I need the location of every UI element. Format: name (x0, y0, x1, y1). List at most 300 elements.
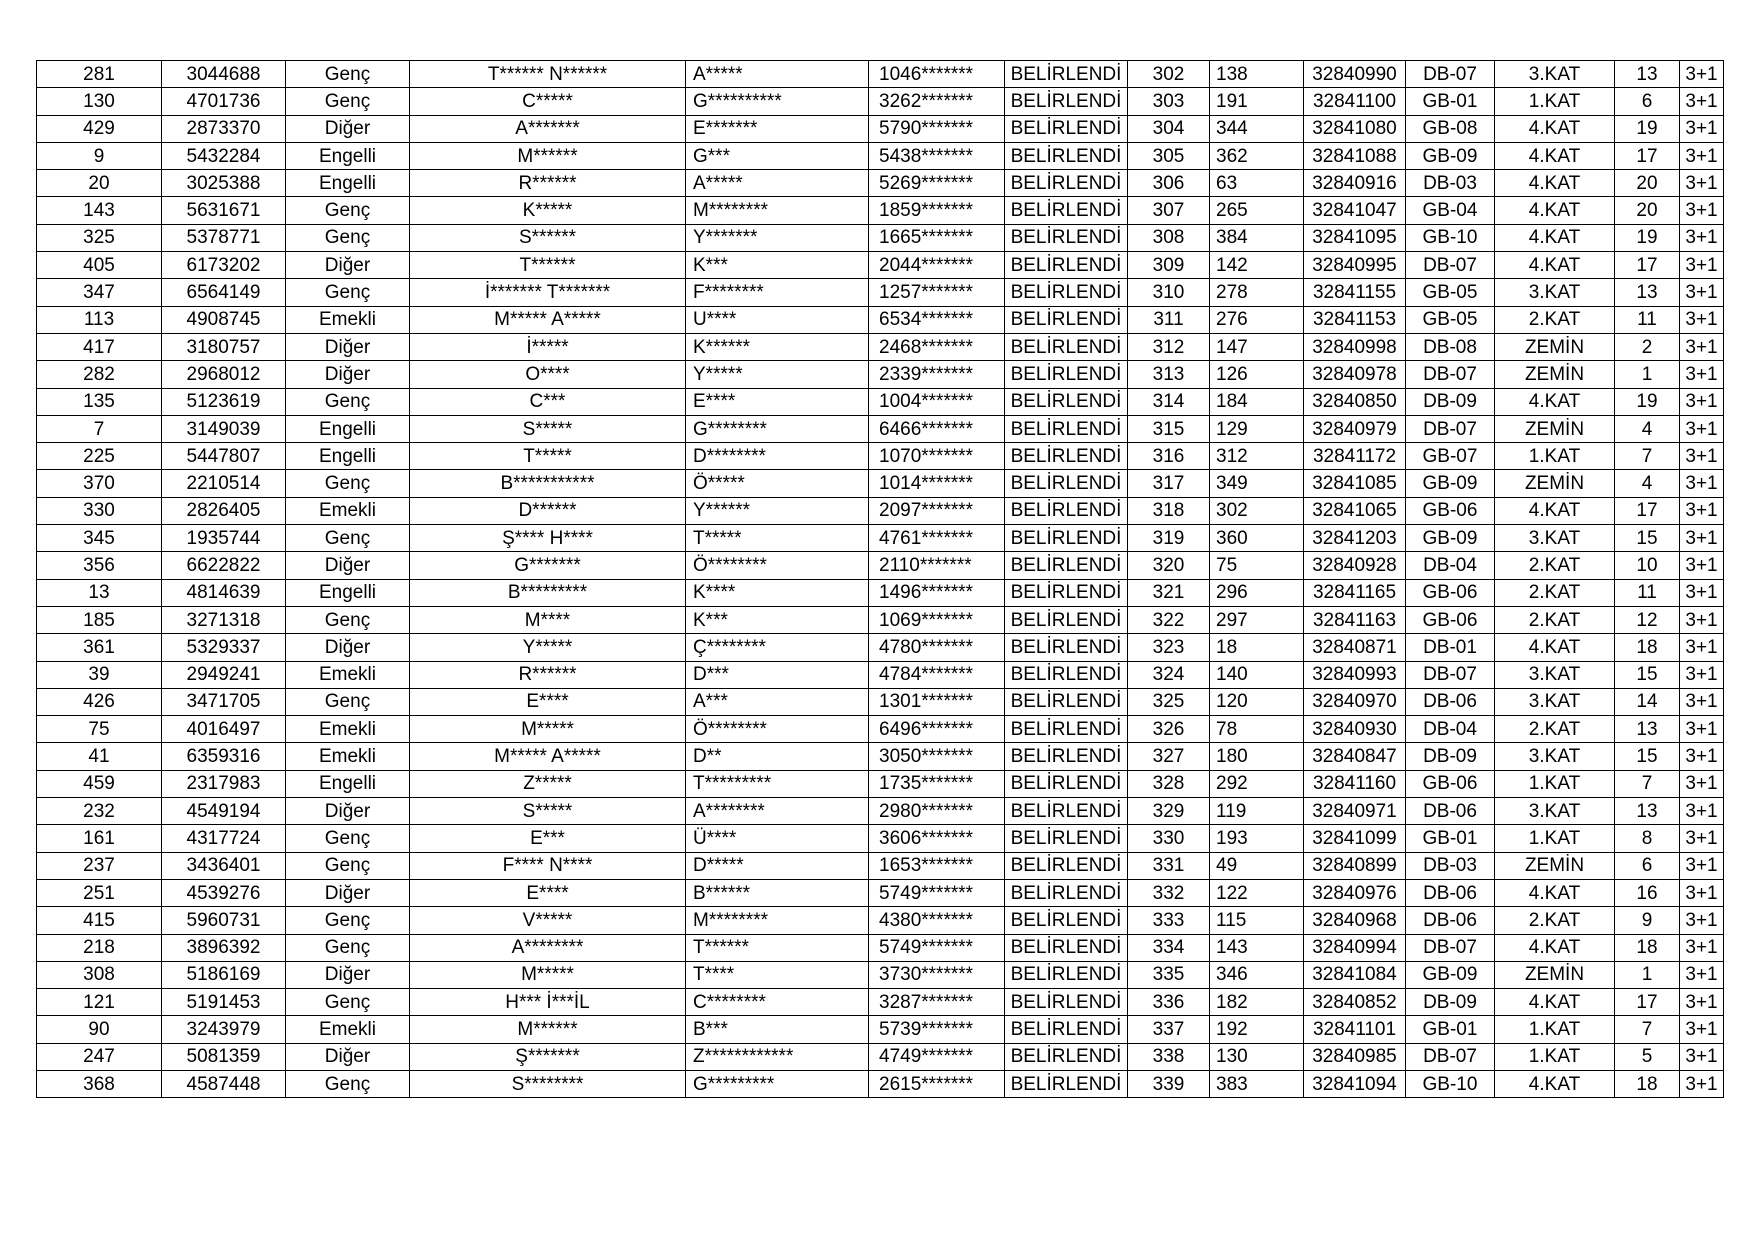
status-cell: BELİRLENDİ (1005, 197, 1128, 224)
property-number-cell: 32841084 (1304, 961, 1406, 988)
row-number-cell: 251 (37, 879, 162, 906)
unit-number-cell: 130 (1210, 1043, 1304, 1070)
application-number-cell: 5631671 (162, 197, 286, 224)
row-number-cell: 7 (37, 415, 162, 442)
floor-cell: ZEMİN (1495, 333, 1615, 360)
id-number-cell: 1069******* (869, 606, 1005, 633)
unit-number-cell: 182 (1210, 989, 1304, 1016)
room-type-cell: 3+1 (1680, 61, 1724, 88)
room-type-cell: 3+1 (1680, 1016, 1724, 1043)
draw-order-cell: 327 (1128, 743, 1210, 770)
property-number-cell: 32840971 (1304, 798, 1406, 825)
apartment-number-cell: 7 (1615, 1016, 1680, 1043)
property-number-cell: 32841163 (1304, 606, 1406, 633)
block-cell: GB-05 (1406, 306, 1495, 333)
room-type-cell: 3+1 (1680, 606, 1724, 633)
block-cell: DB-03 (1406, 170, 1495, 197)
application-number-cell: 4814639 (162, 579, 286, 606)
table-row (37, 388, 1724, 415)
apartment-number-cell: 17 (1615, 989, 1680, 1016)
floor-cell: ZEMİN (1495, 470, 1615, 497)
last-name-cell: Z************ (686, 1043, 869, 1070)
room-type-cell: 3+1 (1680, 852, 1724, 879)
block-cell: GB-06 (1406, 770, 1495, 797)
id-number-cell: 4780******* (869, 634, 1005, 661)
status-cell: BELİRLENDİ (1005, 852, 1128, 879)
unit-number-cell: 115 (1210, 907, 1304, 934)
table-row (37, 61, 1724, 88)
table-row (37, 361, 1724, 388)
room-type-cell: 3+1 (1680, 333, 1724, 360)
category-cell: Emekli (286, 716, 410, 743)
id-number-cell: 2339******* (869, 361, 1005, 388)
application-number-cell: 4016497 (162, 716, 286, 743)
table-row (37, 688, 1724, 715)
first-name-cell: C***** (410, 88, 686, 115)
last-name-cell: Ö******** (686, 716, 869, 743)
apartment-number-cell: 4 (1615, 415, 1680, 442)
last-name-cell: A***** (686, 61, 869, 88)
category-cell: Genç (286, 907, 410, 934)
category-cell: Engelli (286, 579, 410, 606)
application-number-cell: 5960731 (162, 907, 286, 934)
property-number-cell: 32840930 (1304, 716, 1406, 743)
row-number-cell: 130 (37, 88, 162, 115)
room-type-cell: 3+1 (1680, 634, 1724, 661)
floor-cell: 2.KAT (1495, 716, 1615, 743)
row-number-cell: 75 (37, 716, 162, 743)
block-cell: DB-07 (1406, 252, 1495, 279)
first-name-cell: M**** (410, 606, 686, 633)
application-number-cell: 5329337 (162, 634, 286, 661)
status-cell: BELİRLENDİ (1005, 1043, 1128, 1070)
room-type-cell: 3+1 (1680, 989, 1724, 1016)
category-cell: Genç (286, 688, 410, 715)
first-name-cell: O**** (410, 361, 686, 388)
status-cell: BELİRLENDİ (1005, 579, 1128, 606)
last-name-cell: G********* (686, 1070, 869, 1097)
floor-cell: 4.KAT (1495, 197, 1615, 224)
property-number-cell: 32841065 (1304, 497, 1406, 524)
apartment-number-cell: 14 (1615, 688, 1680, 715)
last-name-cell: Ö******** (686, 552, 869, 579)
block-cell: DB-07 (1406, 361, 1495, 388)
first-name-cell: Z***** (410, 770, 686, 797)
id-number-cell: 4761******* (869, 525, 1005, 552)
row-number-cell: 281 (37, 61, 162, 88)
last-name-cell: K*** (686, 606, 869, 633)
apartment-number-cell: 15 (1615, 743, 1680, 770)
status-cell: BELİRLENDİ (1005, 142, 1128, 169)
unit-number-cell: 63 (1210, 170, 1304, 197)
room-type-cell: 3+1 (1680, 497, 1724, 524)
property-number-cell: 32840970 (1304, 688, 1406, 715)
table-row (37, 306, 1724, 333)
room-type-cell: 3+1 (1680, 115, 1724, 142)
category-cell: Diğer (286, 552, 410, 579)
application-number-cell: 2968012 (162, 361, 286, 388)
row-number-cell: 330 (37, 497, 162, 524)
floor-cell: 3.KAT (1495, 61, 1615, 88)
draw-order-cell: 329 (1128, 798, 1210, 825)
apartment-number-cell: 12 (1615, 606, 1680, 633)
first-name-cell: D****** (410, 497, 686, 524)
room-type-cell: 3+1 (1680, 579, 1724, 606)
first-name-cell: M***** A***** (410, 743, 686, 770)
category-cell: Diğer (286, 1043, 410, 1070)
application-number-cell: 4549194 (162, 798, 286, 825)
category-cell: Diğer (286, 879, 410, 906)
application-number-cell: 3180757 (162, 333, 286, 360)
application-number-cell: 5191453 (162, 989, 286, 1016)
row-number-cell: 426 (37, 688, 162, 715)
unit-number-cell: 362 (1210, 142, 1304, 169)
apartment-number-cell: 17 (1615, 252, 1680, 279)
row-number-cell: 405 (37, 252, 162, 279)
id-number-cell: 2468******* (869, 333, 1005, 360)
application-number-cell: 2873370 (162, 115, 286, 142)
floor-cell: 1.KAT (1495, 1043, 1615, 1070)
floor-cell: 4.KAT (1495, 634, 1615, 661)
row-number-cell: 225 (37, 443, 162, 470)
floor-cell: 1.KAT (1495, 443, 1615, 470)
unit-number-cell: 312 (1210, 443, 1304, 470)
property-number-cell: 32840899 (1304, 852, 1406, 879)
draw-order-cell: 305 (1128, 142, 1210, 169)
category-cell: Engelli (286, 142, 410, 169)
table-row (37, 443, 1724, 470)
apartment-number-cell: 19 (1615, 115, 1680, 142)
status-cell: BELİRLENDİ (1005, 634, 1128, 661)
first-name-cell: V***** (410, 907, 686, 934)
property-number-cell: 32840990 (1304, 61, 1406, 88)
application-number-cell: 3149039 (162, 415, 286, 442)
unit-number-cell: 265 (1210, 197, 1304, 224)
block-cell: GB-09 (1406, 142, 1495, 169)
last-name-cell: F******** (686, 279, 869, 306)
id-number-cell: 1014******* (869, 470, 1005, 497)
floor-cell: ZEMİN (1495, 852, 1615, 879)
room-type-cell: 3+1 (1680, 688, 1724, 715)
floor-cell: 4.KAT (1495, 170, 1615, 197)
unit-number-cell: 191 (1210, 88, 1304, 115)
property-number-cell: 32840998 (1304, 333, 1406, 360)
room-type-cell: 3+1 (1680, 470, 1724, 497)
floor-cell: 4.KAT (1495, 252, 1615, 279)
category-cell: Engelli (286, 443, 410, 470)
unit-number-cell: 193 (1210, 825, 1304, 852)
apartment-number-cell: 7 (1615, 770, 1680, 797)
property-number-cell: 32841153 (1304, 306, 1406, 333)
id-number-cell: 5739******* (869, 1016, 1005, 1043)
floor-cell: 4.KAT (1495, 879, 1615, 906)
floor-cell: 1.KAT (1495, 770, 1615, 797)
draw-order-cell: 318 (1128, 497, 1210, 524)
table-row (37, 716, 1724, 743)
status-cell: BELİRLENDİ (1005, 306, 1128, 333)
property-number-cell: 32840850 (1304, 388, 1406, 415)
first-name-cell: E**** (410, 688, 686, 715)
application-number-cell: 4701736 (162, 88, 286, 115)
property-number-cell: 32840847 (1304, 743, 1406, 770)
first-name-cell: F**** N**** (410, 852, 686, 879)
first-name-cell: E**** (410, 879, 686, 906)
property-number-cell: 32841047 (1304, 197, 1406, 224)
block-cell: GB-04 (1406, 197, 1495, 224)
table-row (37, 142, 1724, 169)
category-cell: Genç (286, 852, 410, 879)
application-number-cell: 4539276 (162, 879, 286, 906)
floor-cell: 1.KAT (1495, 1016, 1615, 1043)
room-type-cell: 3+1 (1680, 415, 1724, 442)
last-name-cell: G********** (686, 88, 869, 115)
table-row (37, 825, 1724, 852)
status-cell: BELİRLENDİ (1005, 388, 1128, 415)
room-type-cell: 3+1 (1680, 443, 1724, 470)
table-row (37, 497, 1724, 524)
unit-number-cell: 180 (1210, 743, 1304, 770)
unit-number-cell: 349 (1210, 470, 1304, 497)
category-cell: Genç (286, 88, 410, 115)
apartment-number-cell: 9 (1615, 907, 1680, 934)
room-type-cell: 3+1 (1680, 224, 1724, 251)
unit-number-cell: 297 (1210, 606, 1304, 633)
id-number-cell: 2097******* (869, 497, 1005, 524)
property-number-cell: 32841160 (1304, 770, 1406, 797)
property-number-cell: 32840968 (1304, 907, 1406, 934)
draw-order-cell: 315 (1128, 415, 1210, 442)
status-cell: BELİRLENDİ (1005, 552, 1128, 579)
apartment-number-cell: 20 (1615, 197, 1680, 224)
room-type-cell: 3+1 (1680, 388, 1724, 415)
block-cell: GB-05 (1406, 279, 1495, 306)
category-cell: Genç (286, 989, 410, 1016)
apartment-number-cell: 15 (1615, 661, 1680, 688)
property-number-cell: 32841099 (1304, 825, 1406, 852)
apartment-number-cell: 8 (1615, 825, 1680, 852)
block-cell: DB-04 (1406, 552, 1495, 579)
first-name-cell: T****** (410, 252, 686, 279)
application-number-cell: 5447807 (162, 443, 286, 470)
room-type-cell: 3+1 (1680, 716, 1724, 743)
draw-order-cell: 321 (1128, 579, 1210, 606)
floor-cell: 3.KAT (1495, 743, 1615, 770)
block-cell: GB-07 (1406, 443, 1495, 470)
first-name-cell: M***** (410, 961, 686, 988)
id-number-cell: 3050******* (869, 743, 1005, 770)
results-sheet (36, 60, 1724, 1098)
application-number-cell: 5081359 (162, 1043, 286, 1070)
property-number-cell: 32840871 (1304, 634, 1406, 661)
apartment-number-cell: 16 (1615, 879, 1680, 906)
status-cell: BELİRLENDİ (1005, 224, 1128, 251)
block-cell: DB-06 (1406, 879, 1495, 906)
category-cell: Diğer (286, 798, 410, 825)
floor-cell: 4.KAT (1495, 142, 1615, 169)
draw-order-cell: 336 (1128, 989, 1210, 1016)
floor-cell: 4.KAT (1495, 989, 1615, 1016)
unit-number-cell: 384 (1210, 224, 1304, 251)
room-type-cell: 3+1 (1680, 525, 1724, 552)
property-number-cell: 32841165 (1304, 579, 1406, 606)
room-type-cell: 3+1 (1680, 88, 1724, 115)
apartment-number-cell: 19 (1615, 388, 1680, 415)
last-name-cell: A******** (686, 798, 869, 825)
row-number-cell: 415 (37, 907, 162, 934)
apartment-number-cell: 13 (1615, 798, 1680, 825)
draw-order-cell: 328 (1128, 770, 1210, 797)
apartment-number-cell: 11 (1615, 579, 1680, 606)
status-cell: BELİRLENDİ (1005, 770, 1128, 797)
row-number-cell: 20 (37, 170, 162, 197)
property-number-cell: 32840978 (1304, 361, 1406, 388)
table-row (37, 1070, 1724, 1097)
status-cell: BELİRLENDİ (1005, 170, 1128, 197)
row-number-cell: 429 (37, 115, 162, 142)
id-number-cell: 3606******* (869, 825, 1005, 852)
floor-cell: 1.KAT (1495, 88, 1615, 115)
id-number-cell: 1070******* (869, 443, 1005, 470)
apartment-number-cell: 5 (1615, 1043, 1680, 1070)
table-row (37, 525, 1724, 552)
application-number-cell: 4587448 (162, 1070, 286, 1097)
row-number-cell: 459 (37, 770, 162, 797)
status-cell: BELİRLENDİ (1005, 907, 1128, 934)
floor-cell: 3.KAT (1495, 661, 1615, 688)
table-row (37, 961, 1724, 988)
room-type-cell: 3+1 (1680, 197, 1724, 224)
floor-cell: 2.KAT (1495, 907, 1615, 934)
row-number-cell: 39 (37, 661, 162, 688)
table-body (37, 61, 1724, 1098)
draw-order-cell: 324 (1128, 661, 1210, 688)
room-type-cell: 3+1 (1680, 170, 1724, 197)
floor-cell: 2.KAT (1495, 579, 1615, 606)
apartment-number-cell: 18 (1615, 634, 1680, 661)
id-number-cell: 1496******* (869, 579, 1005, 606)
apartment-number-cell: 18 (1615, 934, 1680, 961)
id-number-cell: 5269******* (869, 170, 1005, 197)
unit-number-cell: 346 (1210, 961, 1304, 988)
draw-order-cell: 314 (1128, 388, 1210, 415)
property-number-cell: 32840993 (1304, 661, 1406, 688)
last-name-cell: T**** (686, 961, 869, 988)
draw-order-cell: 319 (1128, 525, 1210, 552)
unit-number-cell: 184 (1210, 388, 1304, 415)
row-number-cell: 121 (37, 989, 162, 1016)
apartment-number-cell: 6 (1615, 88, 1680, 115)
table-row (37, 115, 1724, 142)
last-name-cell: K****** (686, 333, 869, 360)
room-type-cell: 3+1 (1680, 907, 1724, 934)
draw-order-cell: 332 (1128, 879, 1210, 906)
first-name-cell: S***** (410, 415, 686, 442)
property-number-cell: 32841100 (1304, 88, 1406, 115)
table-row (37, 1043, 1724, 1070)
last-name-cell: K**** (686, 579, 869, 606)
first-name-cell: Ş**** H**** (410, 525, 686, 552)
application-number-cell: 3436401 (162, 852, 286, 879)
row-number-cell: 370 (37, 470, 162, 497)
status-cell: BELİRLENDİ (1005, 798, 1128, 825)
id-number-cell: 1004******* (869, 388, 1005, 415)
property-number-cell: 32840979 (1304, 415, 1406, 442)
application-number-cell: 5432284 (162, 142, 286, 169)
block-cell: GB-09 (1406, 470, 1495, 497)
first-name-cell: M***** A***** (410, 306, 686, 333)
category-cell: Engelli (286, 770, 410, 797)
draw-order-cell: 338 (1128, 1043, 1210, 1070)
category-cell: Genç (286, 1070, 410, 1097)
row-number-cell: 347 (37, 279, 162, 306)
row-number-cell: 41 (37, 743, 162, 770)
last-name-cell: A*** (686, 688, 869, 715)
floor-cell: 4.KAT (1495, 934, 1615, 961)
status-cell: BELİRLENDİ (1005, 743, 1128, 770)
row-number-cell: 13 (37, 579, 162, 606)
row-number-cell: 143 (37, 197, 162, 224)
block-cell: GB-09 (1406, 525, 1495, 552)
floor-cell: ZEMİN (1495, 415, 1615, 442)
room-type-cell: 3+1 (1680, 934, 1724, 961)
status-cell: BELİRLENDİ (1005, 443, 1128, 470)
row-number-cell: 325 (37, 224, 162, 251)
unit-number-cell: 292 (1210, 770, 1304, 797)
application-number-cell: 6622822 (162, 552, 286, 579)
apartment-number-cell: 4 (1615, 470, 1680, 497)
application-number-cell: 3243979 (162, 1016, 286, 1043)
category-cell: Diğer (286, 115, 410, 142)
table-row (37, 470, 1724, 497)
block-cell: GB-01 (1406, 88, 1495, 115)
unit-number-cell: 126 (1210, 361, 1304, 388)
first-name-cell: G******* (410, 552, 686, 579)
block-cell: DB-07 (1406, 61, 1495, 88)
table-row (37, 252, 1724, 279)
property-number-cell: 32841155 (1304, 279, 1406, 306)
property-number-cell: 32840976 (1304, 879, 1406, 906)
unit-number-cell: 360 (1210, 525, 1304, 552)
room-type-cell: 3+1 (1680, 798, 1724, 825)
status-cell: BELİRLENDİ (1005, 825, 1128, 852)
room-type-cell: 3+1 (1680, 961, 1724, 988)
table-row (37, 907, 1724, 934)
last-name-cell: Y******* (686, 224, 869, 251)
status-cell: BELİRLENDİ (1005, 88, 1128, 115)
draw-order-cell: 306 (1128, 170, 1210, 197)
block-cell: DB-08 (1406, 333, 1495, 360)
status-cell: BELİRLENDİ (1005, 415, 1128, 442)
property-number-cell: 32840994 (1304, 934, 1406, 961)
floor-cell: 1.KAT (1495, 825, 1615, 852)
table-row (37, 606, 1724, 633)
status-cell: BELİRLENDİ (1005, 61, 1128, 88)
row-number-cell: 417 (37, 333, 162, 360)
room-type-cell: 3+1 (1680, 306, 1724, 333)
draw-order-cell: 320 (1128, 552, 1210, 579)
status-cell: BELİRLENDİ (1005, 333, 1128, 360)
last-name-cell: M******** (686, 197, 869, 224)
first-name-cell: S****** (410, 224, 686, 251)
unit-number-cell: 122 (1210, 879, 1304, 906)
block-cell: DB-07 (1406, 415, 1495, 442)
application-number-cell: 4908745 (162, 306, 286, 333)
floor-cell: 3.KAT (1495, 279, 1615, 306)
floor-cell: 2.KAT (1495, 306, 1615, 333)
table-row (37, 634, 1724, 661)
room-type-cell: 3+1 (1680, 552, 1724, 579)
application-number-cell: 2949241 (162, 661, 286, 688)
